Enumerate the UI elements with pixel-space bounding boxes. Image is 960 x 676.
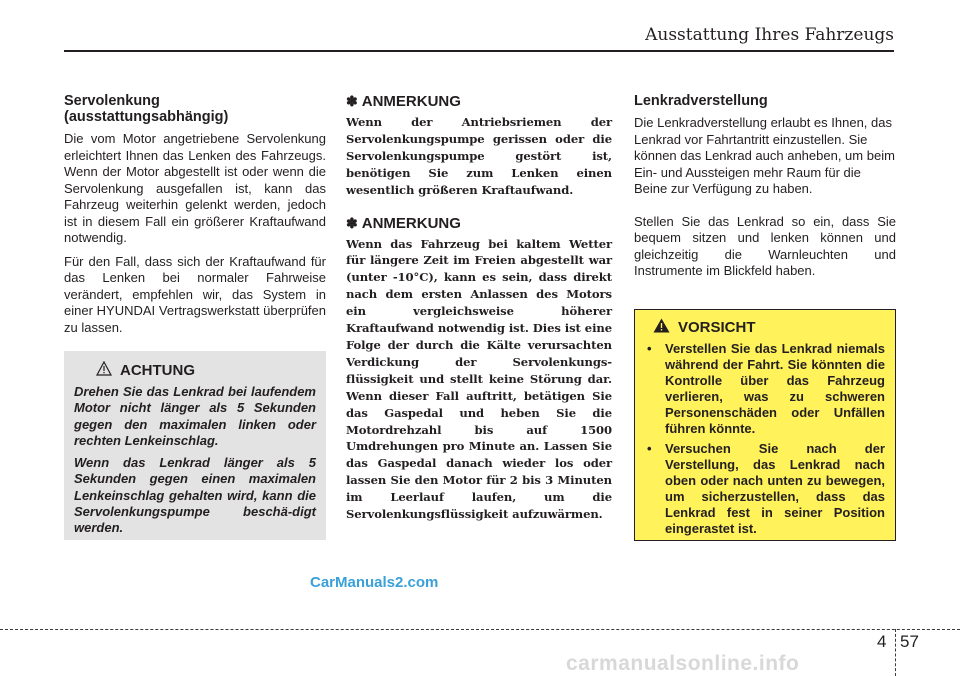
footer-brand-watermark: carmanualsonline.info — [566, 652, 800, 675]
vorsicht-list — [645, 341, 885, 537]
header-rule — [64, 50, 894, 52]
vorsicht-box — [634, 309, 896, 541]
page-number: 57 — [900, 632, 919, 651]
note-header — [346, 93, 612, 110]
paragraph: Für den Fall, dass sich der Kraftaufwand für das Lenken bei normaler Fahrweise verändert, empfehlen wir, das System in einer HYUNDAI Vertragswerkstatt überprüfen zu lassen. — [64, 253, 326, 335]
note-title: ANMERKUNG — [361, 214, 461, 232]
achtung-box — [64, 351, 326, 540]
vorsicht-header — [653, 318, 885, 337]
section-heading-lenkradverstellung: Lenkradverstellung — [634, 93, 768, 109]
achtung-header — [96, 361, 316, 380]
achtung-title: ACHTUNG — [120, 362, 195, 379]
column-middle — [346, 93, 612, 539]
vorsicht-item-text: Versuchen Sie nach der Verstellung, das Lenkrad nach oben oder nach unten zu bewegen, um sicherzustellen, dass das Lenkrad fest in seiner Position eingerastet ist. — [665, 440, 885, 537]
paragraph: Stellen Sie das Lenkrad so ein, dass Sie bequem sitzen und lenken können und gleichzeitig die Warnleuchten und Instrumente im Blickfeld haben. — [634, 213, 896, 278]
vorsicht-item — [645, 341, 885, 438]
note-text: Wenn das Fahrzeug bei kaltem Wetter für längere Zeit im Freien abgestellt war (unter -10°C), kann es sein, dass direkt nach dem ersten Anlassen des Motors ein vergleichsweise höherer Kraftaufwand notwendig ist. Dies ist eine Folge der durch die Kälte verursachten Verdickung der Servolenkungs-flüssigkeit und stellt keine Störung dar. Wenn dieser Fall auftritt, betätigen Sie das Gaspedal und heben Sie die Motordrehzahl bis auf 1500 Umdrehungen pro Minute an. Lassen Sie das Gaspedal danach wieder los oder lassen Sie den Motor für 2 bis 3 Minuten im Leerlauf laufen, um die Servolenkungsflüssigkeit aufzuwärmen. — [346, 236, 612, 522]
section-heading-servolenkung: Servolenkung (ausstattungsabhängig) — [64, 93, 229, 125]
warning-outline-icon — [96, 361, 120, 380]
watermark-link[interactable]: CarManuals2.com — [310, 574, 439, 591]
footer-divider — [895, 629, 896, 676]
warning-filled-icon — [653, 318, 678, 337]
asterisk-icon: ✽ — [346, 93, 358, 109]
paragraph: Die vom Motor angetriebene Servolenkung erleichtert Ihnen das Lenken des Fahrzeugs. Wenn der Motor abgestellt ist oder wenn die Servolenkung ausgefallen ist, kann das Fahrzeug weiterhin gelenkt werden, jedoch ist in diesem Fall ein größerer Kraftaufwand notwendig. — [64, 131, 326, 245]
column-left — [64, 93, 326, 343]
note-text: Wenn der Antriebsriemen der Servolenkungspumpe gerissen oder die Servolenkungspumpe gestört ist, benötigen Sie zum Lenken einen wesentlich größeren Kraftaufwand. — [346, 115, 612, 197]
page-header-title: Ausstattung Ihres Fahrzeugs — [645, 25, 894, 45]
vorsicht-title: VORSICHT — [678, 319, 756, 336]
bullet: • — [647, 341, 652, 356]
bullet: • — [647, 440, 652, 456]
achtung-paragraph: Drehen Sie das Lenkrad bei laufendem Motor nicht länger als 5 Sekunden gegen den maximalen linken oder rechten Lenkeinschlag. — [74, 384, 316, 448]
footer-dashed-rule — [0, 629, 960, 630]
vorsicht-item — [645, 441, 885, 538]
note-header — [346, 215, 612, 232]
asterisk-icon: ✽ — [346, 214, 358, 231]
chapter-number: 4 — [877, 632, 887, 651]
paragraph: Die Lenkradverstellung erlaubt es Ihnen, das Lenkrad vor Fahrtantritt einzustellen. Sie können das Lenkrad auch anheben, um beim Ein- und Aussteigen mehr Raum für die Beine zur Verfügung zu haben. — [634, 115, 895, 196]
vorsicht-item-text: Verstellen Sie das Lenkrad niemals während der Fahrt. Sie könnten die Kontrolle über das Fahrzeug verlieren, was zu schweren Personenschäden oder Unfällen führen könnte. — [665, 341, 885, 437]
achtung-paragraph: Wenn das Lenkrad länger als 5 Sekunden gegen einen maximalen Lenkeinschlag gehalten wird, kann die Servolenkungspumpe beschä-digt werden. — [74, 455, 316, 536]
column-right — [634, 93, 896, 287]
note-title: ANMERKUNG — [361, 93, 461, 110]
